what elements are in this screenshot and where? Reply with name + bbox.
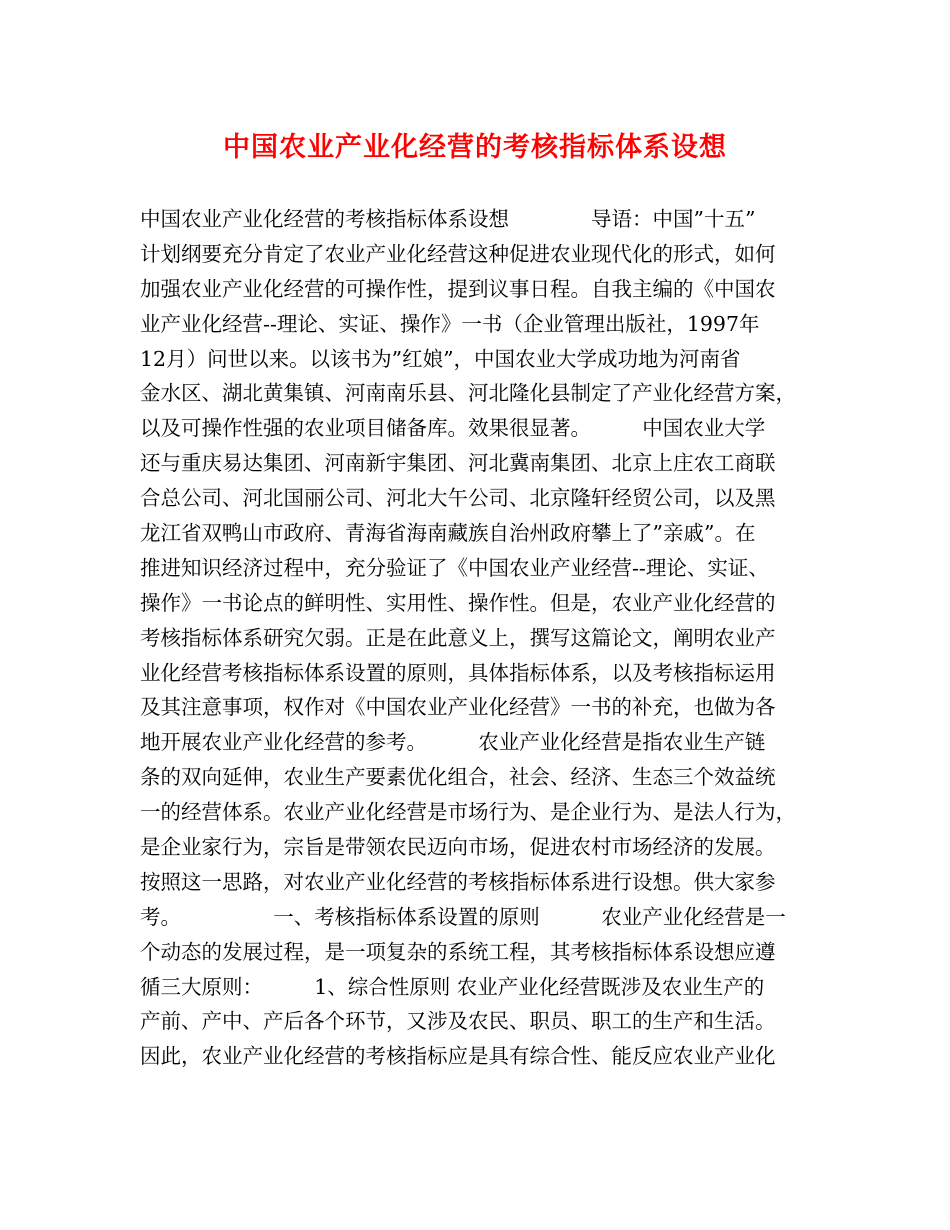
body-line: 条的双向延伸，农业生产要素优化组合，社会、经济、生态三个效益统: [140, 765, 776, 790]
body-line: 业产业化经营--理论、实证、操作》一书（企业管理出版社，1997年: [140, 311, 760, 336]
body-line: 中国农业产业化经营的考核指标体系设想 导语：中国”十五”: [140, 207, 756, 231]
body-line: 按照这一思路，对农业产业化经营的考核指标体系进行设想。供大家参: [140, 869, 776, 894]
body-line: 是企业家行为，宗旨是带领农民迈向市场，促进农村市场经济的发展。: [140, 835, 776, 860]
body-line: 合总公司、河北国丽公司、河北大午公司、北京隆轩经贸公司，以及黑: [140, 486, 776, 511]
body-line: 产前、产中、产后各个环节，又涉及农民、职员、职工的生产和生活。: [140, 1009, 776, 1034]
body-line: 循三大原则： 1、综合性原则 农业产业化经营既涉及农业生产的: [140, 974, 765, 999]
body-line: 12月）问世以来。以该书为”红娘”，中国农业大学成功地为河南省: [140, 346, 741, 371]
body-line: 推进知识经济过程中，充分验证了《中国农业产业经营--理论、实证、: [140, 555, 769, 580]
body-line: 以及可操作性强的农业项目储备库。效果很显著。 中国农业大学: [140, 416, 766, 441]
body-line: 金水区、湖北黄集镇、河南南乐县、河北隆化县制定了产业化经营方案，: [140, 381, 796, 406]
body-line: 及其注意事项，权作对《中国农业产业化经营》一书的补充，也做为各: [140, 695, 776, 720]
body-line: 一的经营体系。农业产业化经营是市场行为、是企业行为、是法人行为，: [140, 800, 796, 825]
document-body: [140, 202, 820, 1074]
body-line: 龙江省双鸭山市政府、青海省海南藏族自治州政府攀上了”亲戚”。在: [140, 521, 756, 546]
body-line: 业化经营考核指标体系设置的原则，具体指标体系，以及考核指标运用: [140, 660, 776, 685]
body-line: 考。 一、考核指标体系设置的原则 农业产业化经营是一: [140, 904, 786, 929]
body-line: 操作》一书论点的鲜明性、实用性、操作性。但是，农业产业化经营的: [140, 590, 776, 615]
document-title: 中国农业产业化经营的考核指标体系设想: [223, 132, 727, 163]
body-line: 还与重庆易达集团、河南新宇集团、河北冀南集团、北京上庄农工商联: [140, 451, 776, 476]
body-line: 加强农业产业化经营的可操作性，提到议事日程。自我主编的《中国农: [140, 276, 776, 301]
body-line: 个动态的发展过程，是一项复杂的系统工程，其考核指标体系设想应遵: [140, 939, 776, 964]
body-line: 计划纲要充分肯定了农业产业化经营这种促进农业现代化的形式，如何: [140, 241, 776, 266]
body-line: 地开展农业产业化经营的参考。 农业产业化经营是指农业生产链: [140, 730, 766, 755]
body-line: 因此，农业产业化经营的考核指标应是具有综合性、能反应农业产业化: [140, 1044, 776, 1069]
body-line: 考核指标体系研究欠弱。正是在此意义上，撰写这篇论文，阐明农业产: [140, 625, 776, 650]
